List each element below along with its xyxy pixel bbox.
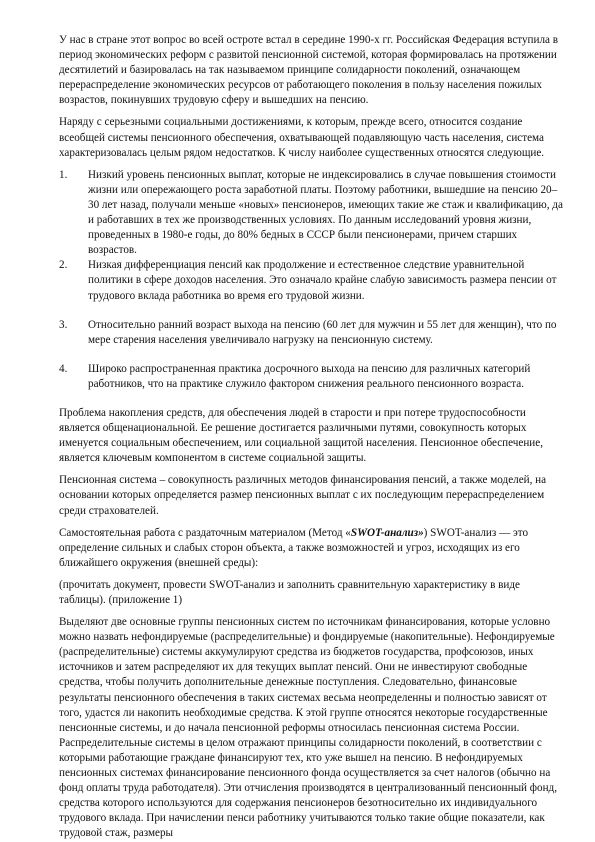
paragraph-shortcomings: Наряду с серьезными социальными достижениями, к которым, прежде всего, относится создание всеобщей системы пенсионного обеспечения, охватывающей подавляющую часть населения, система характеризовалась целым рядом недостатков. К числу наиболее существенных относятся следующие. bbox=[59, 116, 545, 159]
paragraph-pension-groups: Выделяют две основные группы пенсионных систем по источникам финансирования, которые условно можно назвать нефондируемые (распределительные) и фондируемые (накопительные). Нефондируемые (распределительные) системы аккумулируют средства из бюджетов государства, профсоюзов, иных источников и затем распределяют их для текущих выплат пенсий. Они не инвестируют свободные средства, чтобы получить дополнительные денежные поступления. Следовательно, финансовые результаты пенсионного обеспечения в таких системах весьма неопределенны и полностью зависят от того, удастся ли накопить необходимые средства. К этой группе относятся некоторые государственные пенсионные системы, и до начала пенсионной реформы относилась пенсионная система России. Распределительные системы в целом отражают принципы солидарности поколений, в соответствии с которыми работающие граждане финансируют тех, кто уже вышел на пенсию. В нефондируемых пенсионных системах финансирование пенсионного фонда осуществляется за счет налогов (обычно на фонд оплаты труда работодателя). Эти отчисления производятся в централизованный пенсионный фонд, средства которого используются для содержания пенсионеров безотносительно их индивидуального трудового вклада. При начислении пенси работнику учитываются только такие общие показатели, как трудовой стаж, размеры bbox=[59, 616, 558, 840]
list-item-text: Низкая дифференциация пенсий как продолжение и естественное следствие уравнительной политики в сфере доходов населения. Это означало крайне слабую зависимость размера пенсии от трудового вклада работника во время его трудовой жизни. bbox=[88, 259, 557, 302]
list-item bbox=[59, 168, 565, 259]
swot-method-name: SWOT-анализ» bbox=[350, 526, 424, 539]
paragraph-pension-system-definition: Пенсионная система – совокупность различных методов финансирования пенсий, а также моделей, на основании которых определяется размер пенсионных выплат с их последующим перераспределением среди страхователей. bbox=[59, 474, 547, 517]
paragraph-assignment: (прочитать документ, провести SWOT-анализ и заполнить сравнительную характеристику в виде таблицы). (приложение 1) bbox=[59, 578, 520, 606]
paragraph-intro: У нас в стране этот вопрос во всей остроте встал в середине 1990-х гг. Российская Федерация вступила в период экономических реформ с развитой пенсионной системой, которая формировалась на протяжении десятилетий и базировалась на так называемом принципе солидарности поколений, означающем перераспределение экономических ресурсов от работающего поколения в пользу населения пожилых возрастов, покинувших трудовую сферу и вышедших на пенсию. bbox=[59, 34, 559, 107]
list-item-text: Относительно ранний возраст выхода на пенсию (60 лет для мужчин и 55 лет для женщин), что по мере старения населения увеличивало нагрузку на пенсионную систему. bbox=[88, 318, 557, 346]
swot-text-end: ) SWOT-анализ — это определение сильных и слабых сторон объекта, а также возможностей и угроз, исходящих из его ближайшего окружения (внешней среды): bbox=[59, 526, 529, 569]
list-item-text: Низкий уровень пенсионных выплат, которые не индексировались в случае повышения стоимости жизни или опережающего роста заработной платы. Поэтому работники, вышедшие на пенсию 20–30 лет назад, получали меньше «новых» пенсионеров, имеющих такие же стаж и квалификацию, да и работавших в тех же производственных условиях. По данным исследований уровня жизни, проведенных в 1980-е годы, до 80% бедных в СССР были пенсионерами, причем старших возрастов. bbox=[88, 168, 563, 257]
paragraph-swot-task bbox=[59, 526, 565, 571]
list-item bbox=[59, 362, 565, 392]
paragraph-social-protection: Проблема накопления средств, для обеспечения людей в старости и при потере трудоспособности является общенациональной. Ее решение достигается различными путями, совокупность которых именуется социальным обеспечением, или социальной защитой населения. Пенсионное обеспечение, является ключевым компонентом в системе социальной защиты. bbox=[59, 406, 544, 465]
list-item-number: 1. bbox=[59, 168, 68, 181]
list-item-number: 3. bbox=[59, 318, 68, 331]
list-item-number: 2. bbox=[59, 259, 68, 272]
list-item-text: Широко распространенная практика досрочного выхода на пенсию для различных категорий работников, что на практике служило фактором снижения реального пенсионного возраста. bbox=[88, 362, 531, 390]
list-item bbox=[59, 258, 565, 303]
shortcomings-list bbox=[59, 168, 565, 392]
swot-text-start: Самостоятельная работа с раздаточным материалом (Метод « bbox=[59, 526, 351, 539]
list-item bbox=[59, 318, 565, 348]
list-item-number: 4. bbox=[59, 362, 68, 375]
